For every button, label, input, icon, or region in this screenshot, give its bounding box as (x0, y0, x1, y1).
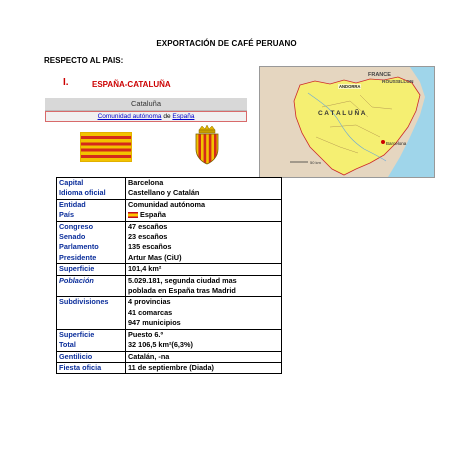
table-key: Parlamento (57, 242, 126, 252)
map-label-region: C A T A L U Ñ A (318, 110, 366, 117)
table-row (57, 362, 282, 373)
map-label-france: FRANCE (368, 72, 391, 78)
table-key: Población (57, 275, 126, 286)
table-row (57, 340, 282, 351)
section-title: ESPAÑA-CATALUÑA (92, 80, 171, 89)
table-value: 101,4 km² (126, 264, 282, 275)
map-label-andorra: ANDORRA (339, 84, 361, 89)
table-key: Superficie (57, 329, 126, 340)
table-row (57, 232, 282, 242)
table-value: Artur Mas (CiU) (128, 252, 182, 262)
link-comunidad-autonoma[interactable]: Comunidad autónoma (97, 113, 162, 120)
table-value: 947 municipios (128, 318, 181, 328)
table-key: Gentilicio (57, 351, 126, 362)
table-row (57, 178, 282, 189)
table-value: 41 comarcas (128, 307, 173, 317)
table-value: 11 de septiembre (Diada) (126, 362, 282, 373)
infobox (45, 98, 247, 169)
table-value: Barcelona (128, 178, 164, 187)
infobox-of-word: de (163, 113, 171, 120)
table-key: Superficie (57, 264, 126, 275)
link-espana[interactable]: España (172, 113, 195, 120)
section-number: I. (63, 77, 69, 88)
table-row (57, 210, 282, 221)
table-value-text: España (140, 210, 166, 220)
table-value: Castellano y Catalán (128, 188, 200, 198)
table-row (57, 297, 282, 308)
map-label-barcelona: Barcelona (386, 141, 407, 146)
table-row (57, 264, 282, 275)
table-row (57, 308, 282, 318)
table-value: Comunidad autónoma (126, 199, 282, 210)
catalonia-data-table (56, 177, 282, 374)
table-row (57, 286, 282, 297)
table-value: Catalán, -na (126, 351, 282, 362)
table-row (57, 242, 282, 252)
table-row (57, 318, 282, 329)
table-value: 23 escaños (128, 232, 168, 242)
map-label-roussillon: ROUSSILLON (382, 80, 414, 85)
table-key (57, 318, 126, 329)
table-row (57, 199, 282, 210)
table-value: 32 106,5 km²(6,3%) (128, 340, 193, 350)
barcelona-marker-icon (381, 140, 385, 144)
map-scale-label: 50 km (310, 160, 321, 165)
catalonia-map (259, 66, 435, 178)
table-value: Puesto 6.º (126, 329, 282, 340)
table-key: Idioma oficial (57, 188, 126, 199)
document-subtitle: RESPECTO AL PAIS: (44, 56, 124, 65)
table-key: País (57, 210, 126, 221)
coat-of-arms-icon[interactable] (193, 125, 221, 165)
table-key: Total (57, 340, 126, 351)
table-value: poblada en España tras Madrid (128, 286, 236, 296)
spain-flag-icon (128, 212, 138, 218)
table-value: 4 provincias (126, 297, 282, 308)
table-key: Entidad (57, 199, 126, 210)
table-key: Capital (57, 178, 126, 189)
document-title: EXPORTACIÓN DE CAFÉ PERUANO (156, 39, 297, 48)
table-row (57, 275, 282, 286)
catalonia-flag-icon[interactable] (80, 132, 132, 162)
infobox-subtitle (45, 111, 247, 122)
table-key (57, 308, 126, 318)
table-row (57, 188, 282, 199)
table-key: Presidente (57, 253, 126, 264)
table-row (57, 329, 282, 340)
table-value: 5.029.181, segunda ciudad mas (126, 275, 282, 286)
table-row (57, 351, 282, 362)
table-value: 135 escaños (128, 242, 172, 252)
table-value: 47 escaños (126, 221, 282, 232)
table-key: Congreso (57, 221, 126, 232)
table-key (57, 286, 126, 297)
table-row (57, 221, 282, 232)
table-key: Subdivisiones (57, 297, 126, 308)
infobox-name: Cataluña (130, 99, 162, 108)
table-value (126, 210, 282, 221)
table-key: Fiesta oficia (57, 362, 126, 373)
table-key: Senado (57, 232, 126, 242)
table-row (57, 253, 282, 264)
